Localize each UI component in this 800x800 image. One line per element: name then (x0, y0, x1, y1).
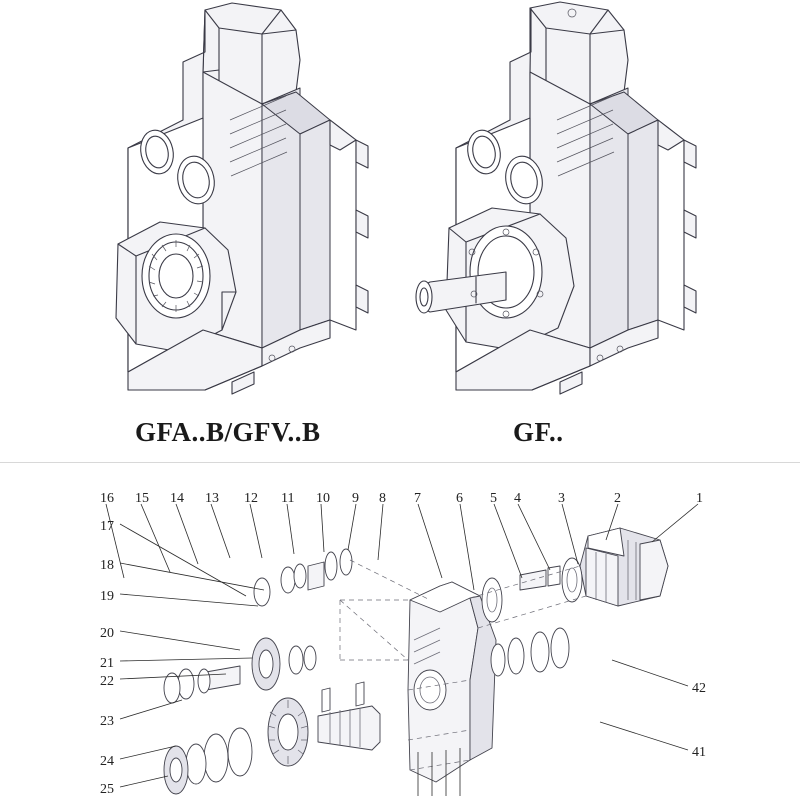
callout-number-3: 3 (558, 491, 565, 506)
section-divider (0, 462, 800, 463)
callout-number-8: 8 (379, 491, 386, 506)
intermediate-gear-shaft (164, 638, 316, 703)
callout-number-23: 23 (100, 714, 114, 729)
callout-number-10: 10 (316, 491, 330, 506)
output-gear-assembly (164, 682, 380, 794)
input-shaft-stack (254, 549, 430, 606)
callout-number-18: 18 (100, 558, 114, 573)
callout-number-13: 13 (205, 491, 219, 506)
callout-number-5: 5 (490, 491, 497, 506)
callout-number-11: 11 (281, 491, 295, 506)
callout-number-24: 24 (100, 754, 114, 769)
caption-gfa-gfv: GFA..B/GFV..B (135, 417, 321, 447)
callout-number-25: 25 (100, 782, 114, 797)
callout-number-12: 12 (244, 491, 258, 506)
callout-number-21: 21 (100, 656, 114, 671)
callout-number-20: 20 (100, 626, 114, 641)
callout-number-4: 4 (514, 491, 521, 506)
callout-number-17: 17 (100, 519, 114, 534)
callout-number-6: 6 (456, 491, 463, 506)
caption-gf: GF.. (513, 417, 564, 447)
callout-number-2: 2 (614, 491, 621, 506)
gearbox-assembly-gfa-gfv (116, 3, 368, 394)
callout-number-14: 14 (170, 491, 184, 506)
callout-number-42: 42 (692, 681, 706, 696)
callout-number-22: 22 (100, 674, 114, 689)
callout-number-1: 1 (696, 491, 703, 506)
callout-number-19: 19 (100, 589, 114, 604)
callout-number-9: 9 (352, 491, 359, 506)
motor-assembly (562, 528, 668, 606)
gearbox-assembly-gf (416, 2, 696, 394)
callout-number-15: 15 (135, 491, 149, 506)
callout-number-16: 16 (100, 491, 114, 506)
callout-number-41: 41 (692, 745, 706, 760)
callout-number-7: 7 (414, 491, 421, 506)
exploded-parts-diagram (106, 504, 698, 796)
